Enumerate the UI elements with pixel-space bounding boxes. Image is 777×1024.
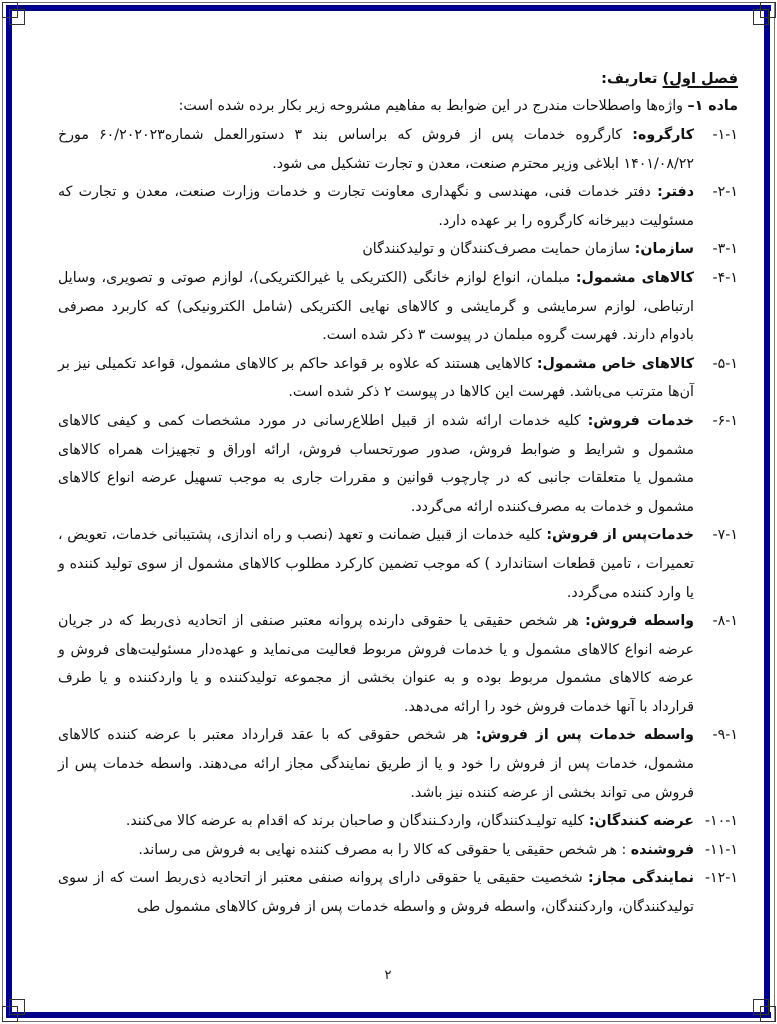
item-body (58, 721, 694, 807)
item-term: واسطه خدمات پس از فروش: (475, 727, 694, 744)
item-term: کارگروه: (632, 127, 694, 143)
item-text: کلیه خدمات ارائه شده از قبیل اطلاع‌رسانی در مورد مشخصات کمی و کیفی کالاهای مشمول و شرایط و ضوابط فروش، صدور صورتحساب فروش، ارائه اوراق و تجهیزات همراه کالاهای مشمول یا متعلقات جانبی که در چارچوب قوانین و مقررات جاری به موجب تسهیل عرضه انواع کالاهای مشمول و خدمات به مصرف‌کننده ارائه می‌گردد. (58, 412, 694, 515)
item-term: خدمات فروش: (587, 412, 694, 429)
definition-item (58, 836, 738, 865)
item-text: سازمان حمایت مصرف‌کنندگان و تولیدکنندگان (362, 241, 635, 258)
page-border-right (764, 5, 770, 1018)
definition-item (58, 407, 738, 521)
item-term: دفتر: (657, 184, 694, 201)
item-body (58, 121, 694, 178)
item-text: کلیه خدمات از قبیل ضمانت و تعهد (نصب و راه اندازی، پشتیبانی خدمات، تعویض ، تعمیرات ، تامین قطعات استاندارد ) که موجب تضمین کارکرد مطلوب کالاهای مشمول از سوی تولید کننده و یا وارد کننده می‌گردد. (58, 527, 694, 601)
item-text: کلیه تولیـدکنندگان، واردکـنندگان و صاحبان برند که اقدام به عرضه کالا می‌کنند. (125, 813, 589, 830)
item-term: فروشنده (630, 841, 694, 858)
corner-ornament (9, 999, 25, 1015)
corner-ornament (753, 9, 769, 25)
chapter-label: فصل اول) (662, 70, 738, 87)
item-term: واسطه فروش: (585, 613, 694, 630)
chapter-heading (58, 66, 738, 92)
definition-item (58, 178, 738, 235)
item-text: کالاهایی هستند که علاوه بر قواعد حاکم بر کالاهای مشمول، قواعد تکمیلی نیز بر آن‌ها مترتب می‌باشد. فهرست این کالاها در پیوست ۲ ذکر شده است. (58, 355, 694, 401)
item-text: هر شخص حقوقی که با عقد قرارداد معتبر با عرضه کننده کالاهای مشمول، خدمات پس از فروش را خود و یا از طریق نمایندگی مجاز ارائه می‌دهند. واسطه خدمات پس از فروش می تواند بخشی از عرضه کننده نیز باشد. (58, 727, 694, 801)
chapter-title: تعاریف: (601, 70, 663, 87)
item-body (58, 607, 694, 721)
item-number: ۳-۱- (712, 241, 738, 258)
definition-item (58, 721, 738, 807)
item-number: ۹-۱- (712, 727, 738, 744)
item-number: ۱۱-۱- (704, 841, 738, 858)
definition-item (58, 521, 738, 607)
item-text: : هر شخص حقیقی یا حقوقی که کالا را به مصرف کننده نهایی به فروش می رساند. (138, 841, 631, 858)
item-number: ۱-۱- (712, 127, 738, 143)
item-text: کارگروه خدمات پس از فروش که براساس بند ۳ دستورالعمل شماره۶۰/۲۰۲۰۲۳ مورخ ۱۴۰۱/۰۸/۲۲ ابلاغی وزیر محترم صنعت، معدن و تجارت تشکیل می شود. (58, 127, 694, 172)
definition-item (58, 607, 738, 721)
item-body (58, 264, 694, 350)
item-term: کالاهای مشمول: (575, 269, 694, 286)
item-number: ۴-۱- (712, 269, 738, 286)
item-text: مبلمان، انواع لوازم خانگی (الکتریکی یا غیرالکتریکی)، لوازم صوتی و تصویری، وسایل ارتباطی، لوازم سرمایشی و گرمایشی و کالاهای نهایی الکتریکی (شامل الکترونیکی) که کاربرد مصرفی بادوام دارند. فهرست گروه مبلمان در پیوست ۳ ذکر شده است. (58, 269, 694, 344)
definition-item (58, 264, 738, 350)
definition-item (58, 807, 738, 836)
page-border-bottom (6, 1012, 771, 1018)
item-body (58, 235, 694, 264)
item-body (58, 836, 694, 865)
corner-ornament (9, 9, 25, 25)
definition-item (58, 235, 738, 264)
article-intro (58, 92, 738, 121)
page-number: ۲ (384, 968, 392, 983)
item-number: ۱۰-۱- (704, 813, 738, 830)
document-body (58, 66, 738, 922)
item-body (58, 407, 694, 521)
definition-item (58, 864, 738, 921)
item-text: دفتر خدمات فنی، مهندسی و نگهداری معاونت تجارت و خدمات وزارت صنعت، معدن و تجارت که مسئولیت دبیرخانه کارگروه را بر عهده دارد. (58, 184, 694, 229)
item-body (58, 350, 694, 407)
corner-ornament (753, 999, 769, 1015)
item-number: ۵-۱- (712, 355, 738, 372)
definition-item (58, 121, 738, 178)
item-body (58, 864, 694, 921)
item-term: خدمات‌پس از فروش: (546, 527, 694, 544)
item-number: ۶-۱- (712, 412, 738, 429)
page-border-left (6, 5, 12, 1018)
item-text: هر شخص حقیقی یا حقوقی دارنده پروانه معتبر صنفی از اتحادیه ذی‌ربط که در جریان عرضه انواع کالاهای مشمول و یا خدمات فروش مربوط فعالیت می‌نماید و عهده‌دار مسئولیت‌های فروش و عرضه کالاهای مشمول مربوط بوده و به عنوان بخشی از مجموعه تولیدکننده و یا واردکننده و یا طرف قرارداد با آنها خدمات فروش خود را ارائه می‌دهد. (58, 613, 694, 715)
item-term: سازمان: (634, 241, 694, 258)
item-body (58, 521, 694, 607)
item-body (58, 178, 694, 235)
item-text: شخصیت حقیقی یا حقوقی دارای پروانه صنفی معتبر از اتحادیه ذی‌ربط است که از سوی تولیدکنندگان، واردکنندگان، واسطه فروش و واسطه خدمات پس از فروش کالاهای مشمول طی (58, 870, 694, 916)
item-number: ۸-۱- (712, 613, 738, 630)
definition-item (58, 350, 738, 407)
article-intro-text: واژه‌ها واصطلاحات مندرج در این ضوابط به مفاهیم مشروحه زیر بکار برده شده است: (178, 98, 688, 114)
item-term: نمایندگی مجاز: (588, 870, 694, 887)
item-term: عرضه کنندگان: (588, 813, 694, 830)
article-label: ماده ۱– (687, 98, 738, 114)
item-term: کالاهای خاص مشمول: (536, 355, 695, 372)
item-body (58, 807, 694, 836)
item-number: ۷-۱- (712, 527, 738, 544)
item-number: ۱۲-۱- (704, 870, 738, 887)
item-number: ۲-۱- (712, 184, 738, 201)
page-border-top (6, 5, 771, 11)
